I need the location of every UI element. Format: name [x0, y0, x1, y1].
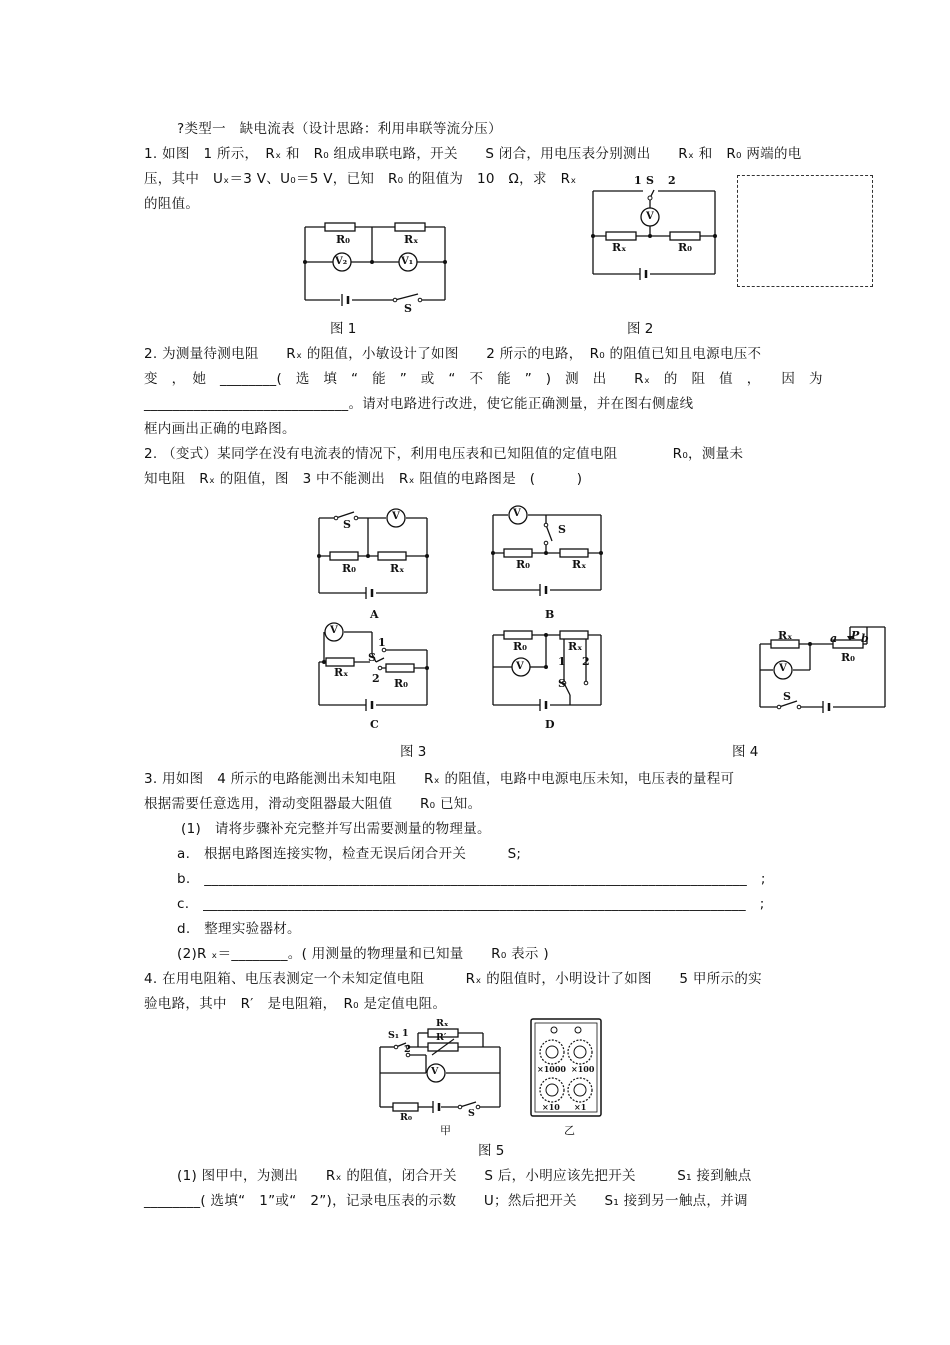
fig3c-rx-label: Rₓ [334, 666, 349, 679]
fig2-rx-resistor [606, 232, 636, 240]
q3-step-d: d. 整理实验器材。 [177, 921, 301, 937]
fig1-rx-label: Rₓ [404, 233, 419, 246]
fig3c-s-label: S [368, 651, 376, 664]
fig3b-r0-label: R₀ [516, 558, 530, 571]
fig3-caption: 图 3 [400, 744, 427, 760]
fig3d-caption: D [545, 718, 555, 731]
fig5-v-label: V [431, 1066, 439, 1077]
fig4-a-label: a [830, 632, 838, 645]
fig4-b-label: b [861, 632, 869, 645]
q2-line2: 变 ， 她 ________( 选 填 “ 能 ” 或 “ 不 能 ” ) 测 出 Rₓ 的 阻 值 ， 因 为 [144, 371, 823, 387]
fig5-rx-label: Rₓ [436, 1018, 449, 1029]
fig2-r0-label: R₀ [678, 241, 692, 254]
fig5-rprime-label: R′ [436, 1032, 447, 1043]
fig2-s-label: S [646, 174, 654, 187]
q3-step-a: a. 根据电路图连接实物，检查无误后闭合开关 S; [177, 846, 522, 862]
q2-line4: 框内画出正确的电路图。 [144, 421, 296, 437]
fig5-one-label: 1 [402, 1028, 409, 1039]
q4-line1: 4. 在用电阻箱、电压表测定一个未知定值电阻 Rₓ 的阻值时，小明设计了如图 5 甲所示的实 [144, 971, 762, 987]
q4-sub1-line1: (1) 图甲中，为测出 Rₓ 的阻值，闭合开关 S 后，小明应该先把开关 S₁ 接到触点 [177, 1168, 752, 1184]
figure-1-circuit [300, 222, 450, 312]
fig5-s1-label: S₁ [388, 1030, 400, 1041]
q3-step-b[interactable]: b. _____________________________________________________________________________ ; [177, 871, 766, 887]
fig3c-one-label: 1 [378, 636, 386, 649]
figure-3d-circuit [488, 625, 608, 710]
fig3d-one-label: 1 [558, 655, 566, 668]
q4-line2: 验电路，其中 R′ 是电阻箱， R₀ 是定值电阻。 [144, 996, 447, 1012]
figure-3a-circuit [314, 508, 434, 598]
fig3b-v-label: V [513, 508, 521, 519]
fig4-v-label: V [779, 663, 787, 674]
fig3a-v-label: V [392, 511, 400, 522]
fig3d-s-label: S [558, 677, 566, 690]
fig5b-caption: 乙 [564, 1124, 575, 1137]
fig3a-r0-label: R₀ [342, 562, 356, 575]
fig2-two-label: 2 [668, 174, 676, 187]
q3-sub2[interactable]: (2)R ₓ＝________。( 用测量的物理量和已知量 R₀ 表示 ) [177, 946, 549, 962]
fig2-caption: 图 2 [627, 321, 654, 337]
fig5a-caption: 甲 [440, 1124, 451, 1137]
fig2-v-label: V [646, 211, 654, 222]
answer-dashed-box[interactable] [737, 175, 873, 287]
fig3c-v-label: V [330, 625, 338, 636]
dial-x100-label: ×100 [571, 1064, 595, 1074]
fig3b-s-label: S [558, 523, 566, 536]
fig4-r0-label: R₀ [841, 651, 855, 664]
fig3b-caption: B [545, 608, 555, 621]
fig4-p-label: P [851, 629, 860, 642]
fig3d-v-label: V [516, 661, 524, 672]
dial-x1000-label: ×1000 [537, 1064, 566, 1074]
q1-line2: 压，其中 Uₓ＝3 V、U₀＝5 V，已知 R₀ 的阻值为 10 Ω，求 Rₓ [144, 171, 577, 187]
fig1-r0-label: R₀ [336, 233, 350, 246]
q4-sub1-line2[interactable]: ________( 选填“ 1”或“ 2”)，记录电压表的示数 U；然后把开关 S₁ 接到另一触点，并调 [144, 1193, 748, 1209]
figure-2-circuit [588, 186, 718, 281]
fig3b-rx-label: Rₓ [572, 558, 587, 571]
fig3c-r0-label: R₀ [394, 677, 408, 690]
figure-3b-circuit [488, 505, 608, 595]
fig4-s-label: S [783, 690, 791, 703]
q2-line3: _____________________________。请对电路进行改进，使它能正确测量，并在图右侧虚线 [144, 396, 694, 412]
q2-line1: 2. 为测量待测电阻 Rₓ 的阻值，小敏设计了如图 2 所示的电路， R₀ 的阻值已知且电源电压不 [144, 346, 762, 362]
fig3c-two-label: 2 [372, 672, 380, 685]
q2b-line2: 知电阻 Rₓ 的阻值，图 3 中不能测出 Rₓ 阻值的电路图是 ( ) [144, 471, 583, 487]
fig2-rx-label: Rₓ [612, 241, 627, 254]
fig3d-rx-label: Rₓ [568, 640, 583, 653]
fig3d-r0-label: R₀ [513, 640, 527, 653]
fig5-caption: 图 5 [478, 1143, 505, 1159]
q3-sub1: (1) 请将步骤补充完整并写出需要测量的物理量。 [181, 821, 491, 837]
section-heading: ?类型一 缺电流表（设计思路：利用串联等流分压） [177, 121, 502, 137]
fig3a-caption: A [370, 608, 379, 621]
fig3c-caption: C [370, 718, 379, 731]
q3-line1: 3. 用如图 4 所示的电路能测出未知电阻 Rₓ 的阻值，电路中电源电压未知，电压表的量程可 [144, 771, 735, 787]
figure-4-circuit [755, 622, 890, 714]
fig2-one-label: 1 [634, 174, 642, 187]
dial-x10-label: ×10 [542, 1102, 560, 1112]
fig1-v2-label: V₂ [335, 256, 348, 267]
fig2-r0-resistor [670, 232, 700, 240]
fig3d-two-label: 2 [582, 655, 590, 668]
fig1-v1-label: V₁ [401, 256, 414, 267]
fig5-s-label: S [468, 1108, 475, 1119]
fig5-two-label: 2 [404, 1044, 411, 1055]
fig4-caption: 图 4 [732, 744, 759, 760]
q2b-line1: 2. （变式）某同学在没有电流表的情况下，利用电压表和已知阻值的定值电阻 R₀，测量未 [144, 446, 744, 462]
q1-line3: 的阻值。 [144, 196, 200, 212]
fig5-r0-label: R₀ [400, 1112, 413, 1123]
dial-x1-label: ×1 [574, 1102, 587, 1112]
fig3a-s-label: S [343, 518, 351, 531]
fig4-rx-label: Rₓ [778, 629, 793, 642]
q3-step-c[interactable]: c. _____________________________________________________________________________ ; [177, 896, 765, 912]
fig1-rx-resistor [395, 223, 425, 231]
fig1-r0-resistor [325, 223, 355, 231]
fig1-caption: 图 1 [330, 321, 357, 337]
q1-line1: 1. 如图 1 所示， Rₓ 和 R₀ 组成串联电路，开关 S 闭合，用电压表分别测出 Rₓ 和 R₀ 两端的电 [144, 146, 802, 162]
q3-line2: 根据需要任意选用，滑动变阻器最大阻值 R₀ 已知。 [144, 796, 482, 812]
fig1-s-label: S [404, 302, 412, 315]
fig3a-rx-label: Rₓ [390, 562, 405, 575]
